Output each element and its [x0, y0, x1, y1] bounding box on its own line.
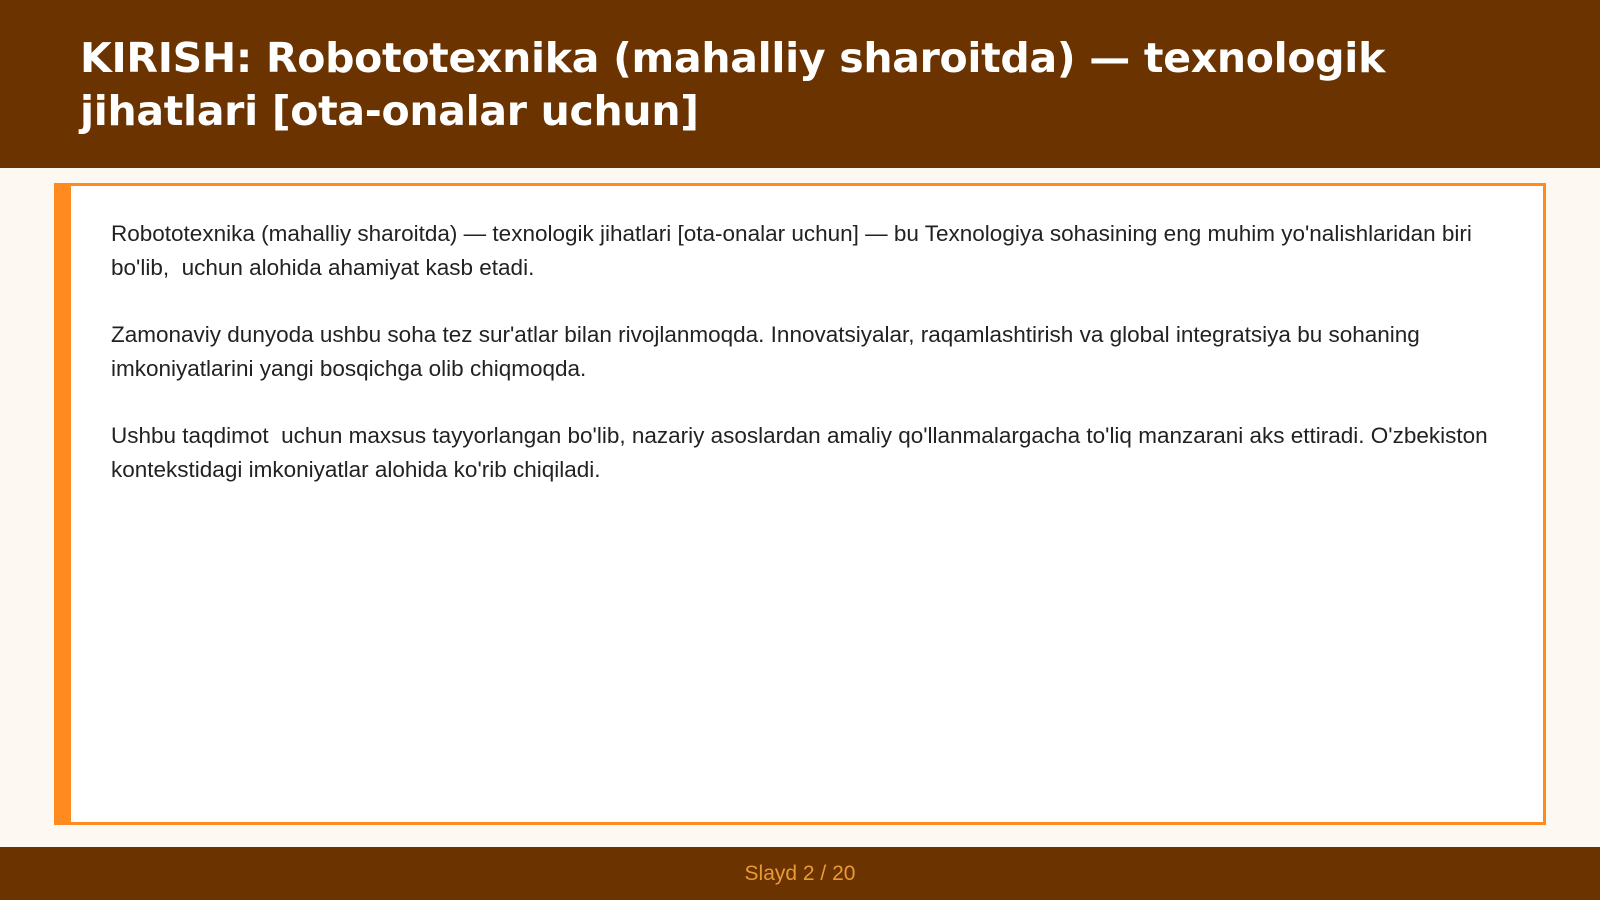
content-panel: [54, 183, 1546, 825]
slide-footer: [0, 847, 1600, 900]
intro-paragraph-1: Robototexnika (mahalliy sharoitda) — texnologik jihatlari [ota-onalar uchun] — bu Texnologiya sohasining eng muhim yo'nalishlaridan biri bo'lib, uchun alohida ahamiyat kasb etadi.: [111, 221, 1479, 280]
slide-number: Slayd 2 / 20: [744, 861, 856, 885]
intro-paragraph-3: Ushbu taqdimot uchun maxsus tayyorlangan bo'lib, nazariy asoslardan amaliy qo'llanmalargacha to'liq manzarani aks ettiradi. O'zbekiston kontekstidagi imkoniyatlar alohida ko'rib chiqiladi.: [111, 423, 1494, 482]
slide-header: [0, 0, 1600, 168]
slide-title: KIRISH: Robototexnika (mahalliy sharoitda) — texnologik jihatlari [ota-onalar uchun]: [80, 34, 1386, 135]
intro-paragraph-2: Zamonaviy dunyoda ushbu soha tez sur'atlar bilan rivojlanmoqda. Innovatsiyalar, raqamlashtirish va global integratsiya bu sohaning imkoniyatlarini yangi bosqichga olib chiqmoqda.: [111, 322, 1427, 381]
